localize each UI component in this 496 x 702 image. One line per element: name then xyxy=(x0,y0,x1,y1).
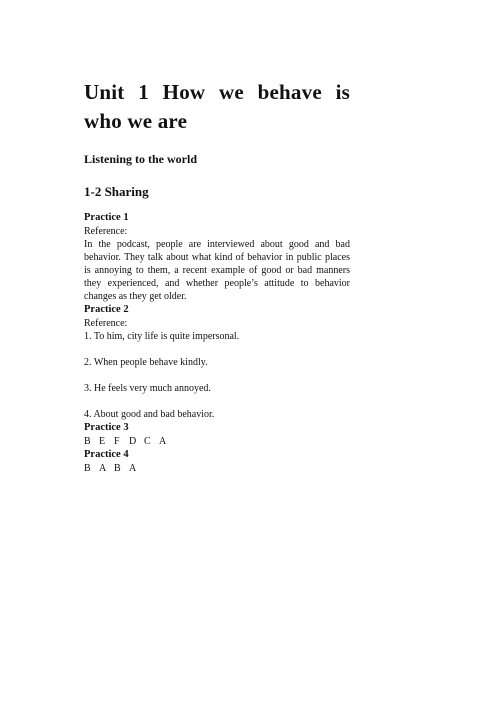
practice-4-label: Practice 4 xyxy=(84,449,129,460)
section-title: Listening to the world xyxy=(84,152,198,166)
subsection-title: 1-2 Sharing xyxy=(84,184,149,199)
practice-1-label: Practice 1 xyxy=(84,212,129,223)
practice-2-label: Practice 2 xyxy=(84,304,129,315)
practice-3 xyxy=(84,421,350,448)
practice-1 xyxy=(84,211,350,303)
practice-2 xyxy=(84,303,350,421)
practice-3-letter: B xyxy=(84,436,91,447)
practice-3-letter: E xyxy=(99,436,106,447)
unit-title: Unit 1 How we behave is who we are xyxy=(84,80,350,133)
practice-2-reference-label: Reference: xyxy=(84,318,128,329)
practice-4-letter: B xyxy=(114,463,121,474)
practice-2-answer-1: 1. To him, city life is quite impersonal. xyxy=(84,331,240,342)
practice-2-answer-3: 3. He feels very much annoyed. xyxy=(84,383,211,394)
practice-2-answer-2: 2. When people behave kindly. xyxy=(84,357,208,368)
practice-4-answers xyxy=(84,462,350,475)
practice-3-letter: D xyxy=(129,436,137,447)
practice-3-label: Practice 3 xyxy=(84,422,129,433)
practice-4-letter: B xyxy=(84,463,91,474)
document-page xyxy=(84,78,350,475)
practice-3-answers xyxy=(84,435,350,448)
practice-3-letter: C xyxy=(144,436,151,447)
practice-2-answer-4: 4. About good and bad behavior. xyxy=(84,409,215,420)
practice-3-letter: F xyxy=(114,436,120,447)
practice-3-letter: A xyxy=(159,436,167,447)
practice-1-reference-label: Reference: xyxy=(84,226,128,237)
practice-4 xyxy=(84,448,350,475)
practice-1-text: In the podcast, people are interviewed about good and bad behavior. They talk about what kind of behavior in public places is annoying to them, a recent example of good or bad manners they experienced, and whether people’s attitude to behavior changes as they get older. xyxy=(84,239,350,302)
practice-4-letter: A xyxy=(129,463,137,474)
practice-4-letter: A xyxy=(99,463,107,474)
